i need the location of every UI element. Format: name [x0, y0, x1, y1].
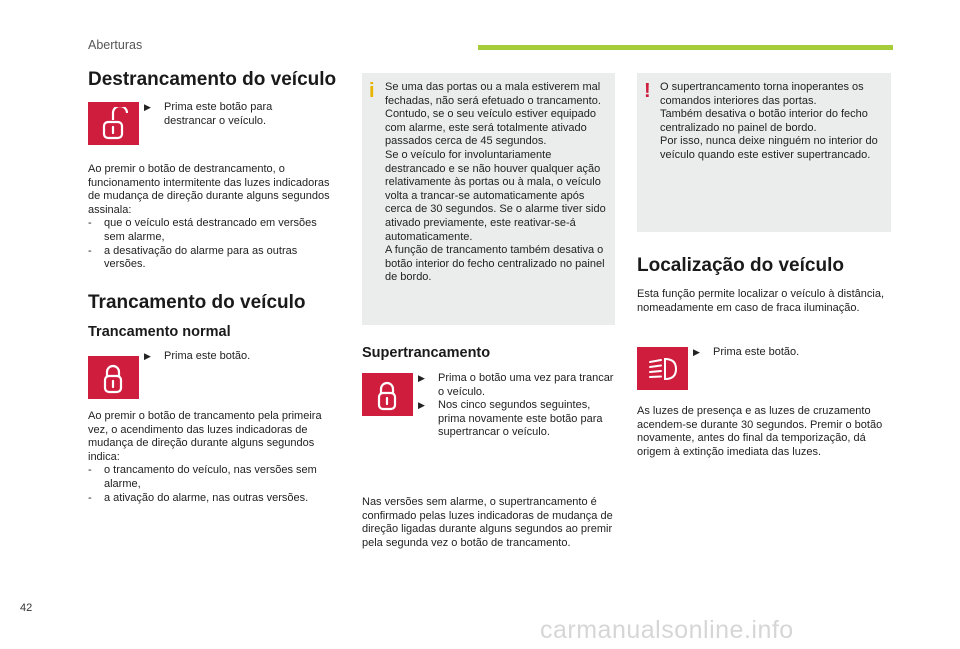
- watermark: carmanualsonline.info: [540, 616, 794, 644]
- step-marker-icon: ▶: [693, 347, 700, 357]
- page-number: 42: [20, 602, 33, 614]
- step-marker-icon: ▶: [418, 373, 425, 383]
- info-icon: i: [369, 80, 375, 102]
- unlock-step: ▶ Prima este botão para destrancar o veículo.: [144, 101, 273, 127]
- locate-step: ▶ Prima este botão.: [693, 346, 800, 358]
- superlock-padlock-icon: [362, 373, 413, 416]
- unlock-padlock-icon: [88, 102, 139, 145]
- lock-title: Trancamento do veículo: [88, 292, 306, 313]
- superlock-steps: ▶ Prima o botão uma vez para trancar o veículo. ▶ Nos cinco segundos seguintes, prima novamente este botão para supertrancar o veículo.: [418, 372, 614, 439]
- unlock-description: Ao premir o botão de destrancamento, o funcionamento intermitente das luzes indicadoras de mudança de direção durante alguns segundos assinala: - que o veículo está destrancado em versões sem alarme, - a desativação do alarme para as outras versões.: [88, 163, 330, 271]
- step-marker-icon: ▶: [418, 400, 425, 411]
- section-label: Aberturas: [88, 38, 143, 52]
- info-note: i Se uma das portas ou a mala estiverem mal fechadas, não será efetuado o trancamento. Contudo, se o seu veículo estiver equipado com alarme, este será totalmente ativado passados cerca de 45 segundos. Se o veículo for involuntariamente destrancado e se não houver qualquer ação relativamente às portas ou à mala, o veículo volta a trancar-se automaticamente após cerca de 30 segundos. Se o alarme tiver sido ativado previamente, este reativar-se-á automaticamente. A função de trancamento também desativa o botão interior do fecho centralizado no painel de bordo.: [362, 73, 615, 325]
- step-marker-icon: ▶: [144, 102, 151, 112]
- locate-intro: Esta função permite localizar o veículo à distância, nomeadamente em caso de fraca iluminação.: [637, 288, 885, 314]
- superlock-title: Supertrancamento: [362, 345, 491, 361]
- unlock-title: Destrancamento do veículo: [88, 69, 337, 90]
- lock-subtitle: Trancamento normal: [88, 324, 231, 340]
- lock-step: ▶ Prima este botão.: [144, 350, 251, 362]
- locate-description: As luzes de presença e as luzes de cruzamento acendem-se durante 30 segundos. Premir o botão novamente, antes do final da temporização, dá origem à extinção imediata das luzes.: [637, 405, 883, 458]
- locate-title: Localização do veículo: [637, 255, 844, 276]
- step-marker-icon: ▶: [144, 351, 151, 361]
- lock-padlock-icon: [88, 356, 139, 399]
- headlight-icon: [637, 347, 688, 390]
- superlock-description: Nas versões sem alarme, o supertrancamento é confirmado pelas luzes indicadoras de mudança de direção ligadas durante alguns segundos ao premir pela segunda vez o botão de trancamento.: [362, 496, 613, 549]
- warning-icon: !: [644, 80, 651, 102]
- warning-note: ! O supertrancamento torna inoperantes os comandos interiores das portas. Também desativa o botão interior do fecho centralizado no painel de bordo. Por isso, nunca deixe ninguém no interior do veículo quando este estiver supertrancado.: [637, 73, 891, 232]
- section-accent-bar: [478, 45, 893, 50]
- lock-description: Ao premir o botão de trancamento pela primeira vez, o acendimento das luzes indicadoras de mudança de direção durante alguns segundos indica: - o trancamento do veículo, nas versões sem alarme, - a ativação do alarme, nas outras versões.: [88, 410, 322, 504]
